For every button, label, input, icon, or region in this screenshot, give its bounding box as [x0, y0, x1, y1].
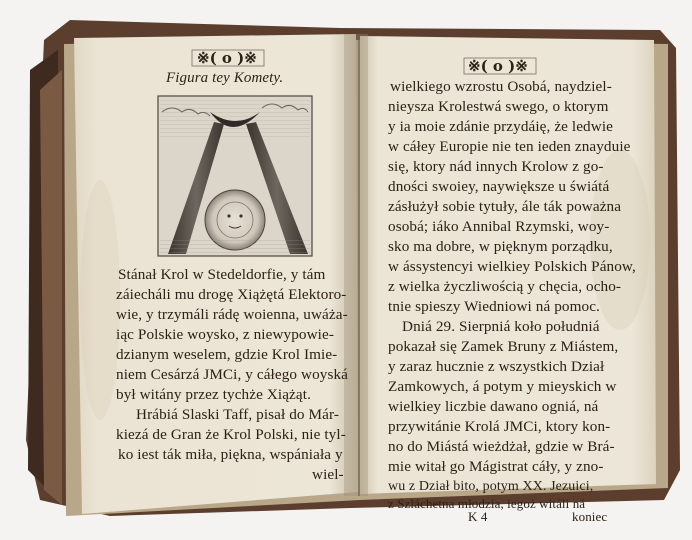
comet-engraving — [158, 96, 312, 256]
right-text-line: y zaraz hucznie z wszystkich Dział — [388, 358, 605, 375]
right-text-line: wielkiey liczbie dawano ogniá, ná — [388, 398, 599, 415]
left-page-ornament: ※( o )※ — [197, 49, 257, 67]
left-text-line: wie, y trzymáli rádę woienna, uwáża- — [116, 306, 348, 323]
signature-mark: K 4 — [468, 509, 488, 524]
left-text-line: Stánał Krol w Stedeldorfie, y tám — [118, 266, 326, 283]
left-text-line: był witány przez tychże Xiążąt. — [116, 386, 311, 403]
left-catchword: wiel- — [312, 466, 344, 483]
right-text-line: z wielka życzliwością y chęcia, ocho- — [388, 278, 622, 295]
left-text-line: dzianym weselem, gdzie Krol Imie- — [116, 346, 338, 363]
right-text-line: w cáłey Europie nie ten ieden znayduie — [388, 138, 631, 155]
right-page-ornament: ※( o )※ — [468, 57, 528, 75]
right-text-line: mie witał go Mágistrat cáły, y zno- — [388, 458, 604, 475]
right-text-line: no do Miástá wieżdżał, gdzie w Brá- — [388, 438, 615, 455]
left-text-line: iąc Polskie woysko, z niewypowie- — [116, 326, 334, 343]
right-catchword: koniec — [572, 509, 608, 524]
right-text-line: Zamkowych, á potym y mieyskich w — [388, 378, 617, 395]
right-text-line: wu z Dział bito, potym XX. Jezuici, — [388, 479, 594, 494]
left-text-line: niem Cesárzá JMCi, y cáłego woyská — [116, 366, 348, 383]
right-text-line: w ássystencyi wielkiey Polskich Pánow, — [388, 258, 636, 275]
right-text-line: dności swoiey, naywiększe u świátá — [388, 178, 610, 195]
left-text-line: Hrábiá Slaski Taff, pisał do Már- — [136, 406, 339, 423]
right-text-line: osobá; iáko Annibal Rzymski, woy- — [388, 218, 610, 235]
right-text-line: się, ktory nád innych Krolow z go- — [388, 158, 604, 175]
right-text-line: pokazał się Zamek Bruny z Miástem, — [388, 338, 619, 355]
left-text-line: ko iest ták miła, piękna, wspániała y — [118, 446, 343, 463]
right-text-line: nieysza Krolestwá swego, o ktorym — [388, 98, 609, 115]
right-text-line: tnie spieszy Wiedniowi ná pomoc. — [388, 298, 600, 315]
right-text-line: y ia moie zdánie przydáię, że ledwie — [388, 118, 613, 135]
right-text-line: z Szláchetna młodzia, iegoż witáli ná — [388, 496, 586, 511]
figure-caption: Figura tey Komety. — [166, 70, 284, 86]
right-text-line: sko ma dobre, w pięknym porządku, — [388, 238, 613, 255]
right-text-line: przywitánie Krolá JMCi, ktory kon- — [388, 418, 611, 435]
left-text-line: záiecháli mu drogę Xiążętá Elektoro- — [116, 286, 347, 303]
right-text-line: zásłużył sobie tytuły, ále ták poważna — [388, 198, 622, 215]
right-text-line: wielkiego wzrostu Osobá, naydziel- — [390, 78, 612, 95]
right-text-line: Dniá 29. Sierpniá koło południá — [402, 318, 600, 335]
left-text-line: kiezá de Gran że Krol Polski, nie tyl- — [116, 426, 346, 443]
